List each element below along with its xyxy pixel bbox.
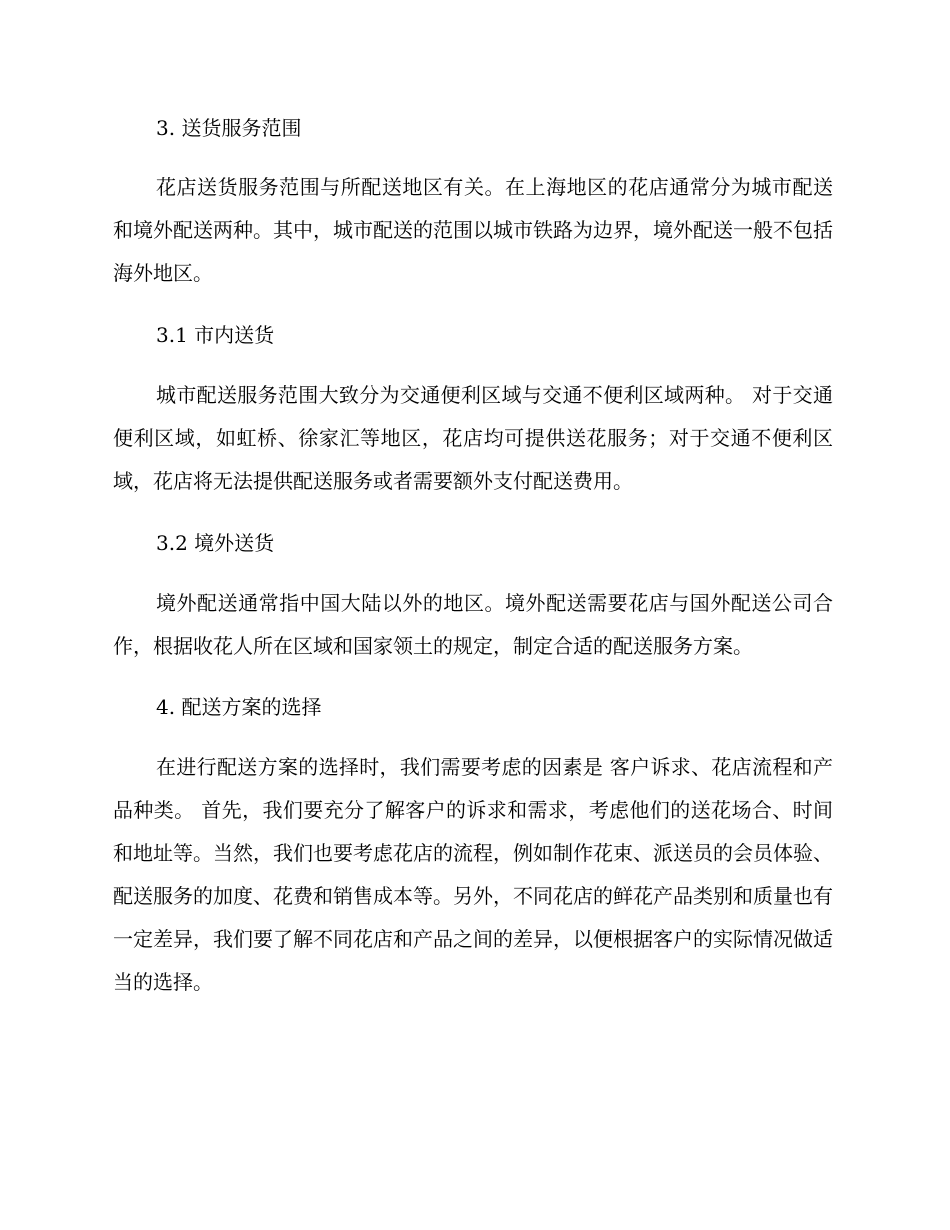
section-paragraph: 境外配送通常指中国大陆以外的地区。境外配送需要花店与国外配送公司合作，根据收花人所在区域和国家领土的规定，制定合适的配送服务方案。	[113, 591, 833, 658]
section-heading: 3. 送货服务范围	[156, 116, 302, 140]
section-heading: 3.2 境外送货	[156, 531, 275, 555]
section-paragraph: 城市配送服务范围大致分为交通便利区域与交通不便利区域两种。 对于交通便利区域，如虹桥、徐家汇等地区，花店均可提供送花服务；对于交通不便利区域，花店将无法提供配送服务或者需要额外支付配送费用。	[113, 383, 833, 493]
section-heading: 3.1 市内送货	[156, 323, 275, 347]
section-heading: 4. 配送方案的选择	[156, 695, 322, 719]
section-paragraph: 花店送货服务范围与所配送地区有关。在上海地区的花店通常分为城市配送和境外配送两种。其中，城市配送的范围以城市铁路为边界，境外配送一般不包括海外地区。	[113, 175, 833, 285]
document-page	[113, 106, 833, 1004]
section-paragraph: 在进行配送方案的选择时，我们需要考虑的因素是 客户诉求、花店流程和产品种类。 首先，我们要充分了解客户的诉求和需求，考虑他们的送花场合、时间和地址等。当然，我们也要考虑花店的流程，例如制作花束、派送员的会员体验、配送服务的加度、花费和销售成本等。另外，不同花店的鲜花产品类别和质量也有一定差异，我们要了解不同花店和产品之间的差异，以便根据客户的实际情况做适当的选择。	[113, 755, 833, 994]
